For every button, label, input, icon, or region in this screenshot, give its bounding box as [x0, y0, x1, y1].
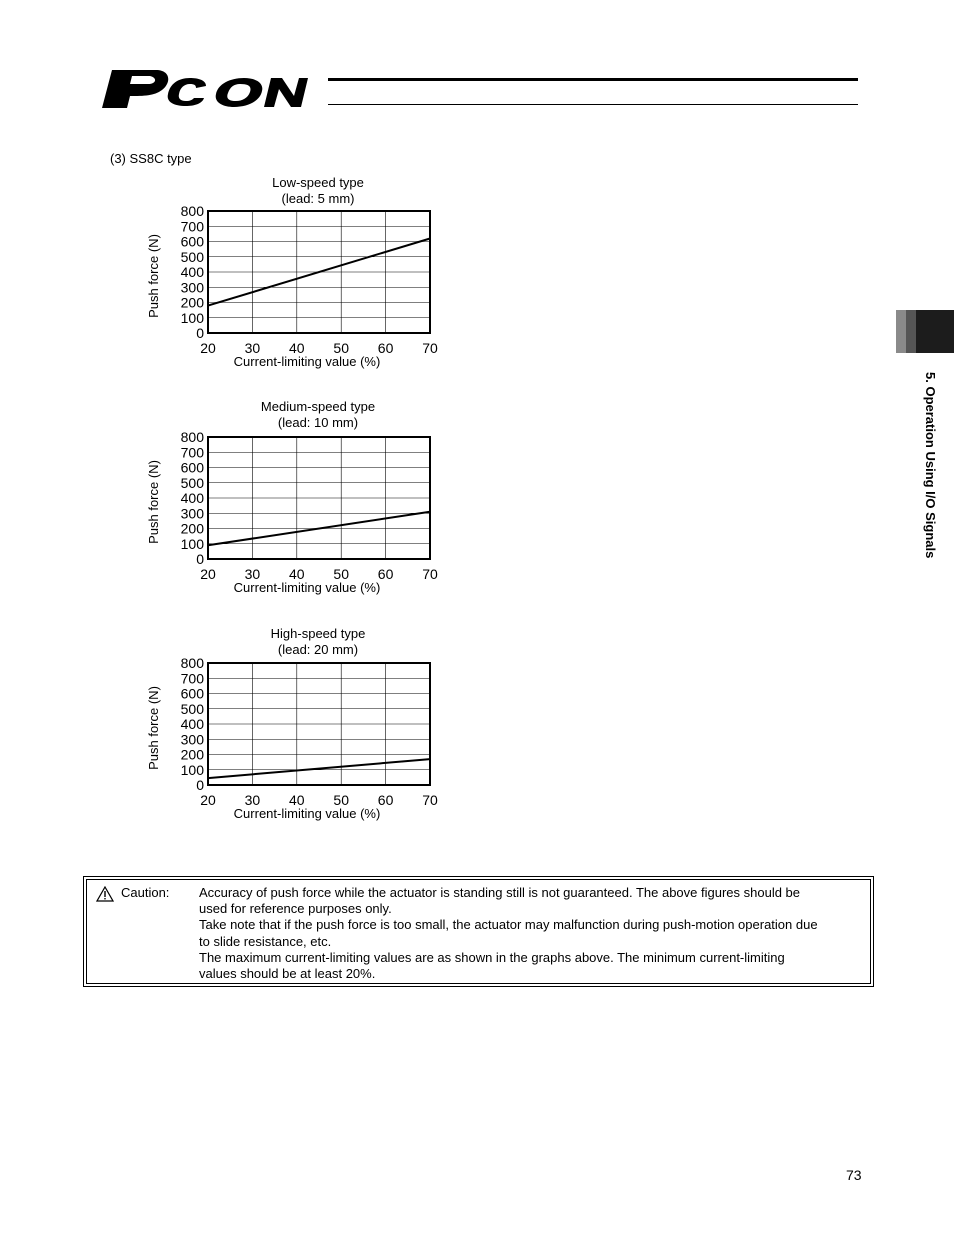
chart-medium-speed: [140, 399, 460, 609]
x-tick-label: 40: [289, 340, 305, 356]
y-tick-label: 600: [180, 233, 204, 250]
section-label: (3) SS8C type: [110, 151, 192, 166]
tab-stripe: [906, 310, 916, 353]
page-number: 73: [846, 1167, 862, 1183]
x-tick-label: 30: [244, 792, 261, 808]
caution-line: The maximum current-limiting values are as shown in the graphs above. The minimum current-limiting: [199, 949, 785, 965]
y-tick-label: 0: [196, 551, 204, 567]
chart-high-speed: [140, 625, 460, 835]
chart-title-line2: (lead: 20 mm): [277, 642, 359, 657]
x-tick-label: 30: [244, 566, 261, 582]
y-tick-label: 800: [180, 429, 204, 445]
caution-line: Accuracy of push force while the actuator is standing still is not guaranteed. The above figures should be: [199, 885, 801, 900]
x-tick-label: 20: [200, 566, 216, 582]
caution-line: values should be at least 20%.: [199, 966, 376, 982]
y-axis-label: Push force (N): [146, 460, 161, 544]
y-tick-label: 400: [180, 716, 204, 732]
logo-text: PCON: [94, 64, 97, 65]
x-tick-label: 70: [422, 340, 438, 356]
chart-title-line2: (lead: 5 mm): [281, 191, 355, 206]
y-tick-label: 700: [180, 670, 204, 687]
y-tick-label: 500: [180, 248, 204, 265]
caution-line: Take note that if the push force is too small, the actuator may malfunction during push-motion operation due: [199, 917, 818, 933]
header-rule-thick: [328, 78, 858, 81]
x-tick-label: 60: [377, 340, 394, 356]
x-tick-label: 50: [333, 340, 349, 356]
y-tick-label: 200: [180, 746, 204, 763]
y-tick-label: 300: [180, 279, 204, 296]
y-tick-label: 600: [180, 459, 204, 476]
warning-icon: [96, 886, 114, 902]
y-tick-label: 200: [180, 520, 204, 537]
chapter-side-title: 5. Operation Using I/O Signals: [923, 372, 938, 559]
y-tick-label: 800: [180, 655, 204, 671]
tab-stripe: [896, 310, 906, 353]
y-tick-label: 0: [196, 777, 204, 793]
caution-label: Caution:: [121, 885, 170, 900]
x-tick-label: 50: [333, 566, 349, 582]
y-tick-label: 600: [180, 685, 204, 702]
y-axis-label: Push force (N): [146, 686, 161, 770]
y-tick-label: 700: [180, 218, 204, 235]
x-tick-label: 40: [289, 792, 305, 808]
chart-plot: [140, 625, 460, 835]
caution-line: to slide resistance, etc.: [199, 933, 332, 949]
x-tick-label: 60: [377, 566, 394, 582]
caution-text: [199, 885, 871, 982]
chart-title-line1: Low-speed type: [272, 175, 364, 190]
y-tick-label: 100: [180, 535, 204, 552]
caution-line: used for reference purposes only.: [199, 901, 392, 917]
y-tick-label: 100: [180, 309, 204, 326]
series-line: [208, 759, 430, 778]
x-tick-label: 60: [377, 792, 394, 808]
x-axis-label: Current-limiting value (%): [233, 354, 381, 369]
chart-title-line2: (lead: 10 mm): [277, 415, 359, 430]
chart-plot: [140, 173, 460, 383]
y-axis-label: Push force (N): [146, 234, 161, 318]
y-tick-label: 300: [180, 731, 204, 748]
chart-low-speed: [140, 173, 460, 383]
y-tick-label: 100: [180, 761, 204, 778]
y-tick-label: 500: [180, 700, 204, 717]
chart-title-line1: High-speed type: [270, 626, 366, 641]
x-tick-label: 40: [289, 566, 305, 582]
y-tick-label: 400: [180, 264, 204, 280]
y-tick-label: 800: [180, 203, 204, 219]
x-tick-label: 20: [200, 792, 216, 808]
chart-plot: [140, 399, 460, 609]
caution-box: [83, 876, 874, 987]
y-tick-label: 400: [180, 490, 204, 506]
x-axis-label: Current-limiting value (%): [233, 580, 381, 595]
y-tick-label: 500: [180, 474, 204, 491]
tab-block: [916, 310, 954, 353]
x-tick-label: 20: [200, 340, 216, 356]
y-tick-label: 300: [180, 505, 204, 522]
x-tick-label: 70: [422, 566, 438, 582]
header-rule-thin: [328, 104, 858, 105]
chart-title-line1: Medium-speed type: [260, 399, 376, 414]
x-tick-label: 50: [333, 792, 349, 808]
x-axis-label: Current-limiting value (%): [233, 806, 381, 821]
x-tick-label: 70: [422, 792, 438, 808]
pcon-logo: [94, 64, 330, 110]
x-tick-label: 30: [244, 340, 261, 356]
y-tick-label: 700: [180, 444, 204, 461]
chapter-tab: [896, 310, 954, 353]
page-header: [0, 0, 954, 120]
y-tick-label: 0: [196, 325, 204, 341]
y-tick-label: 200: [180, 294, 204, 311]
